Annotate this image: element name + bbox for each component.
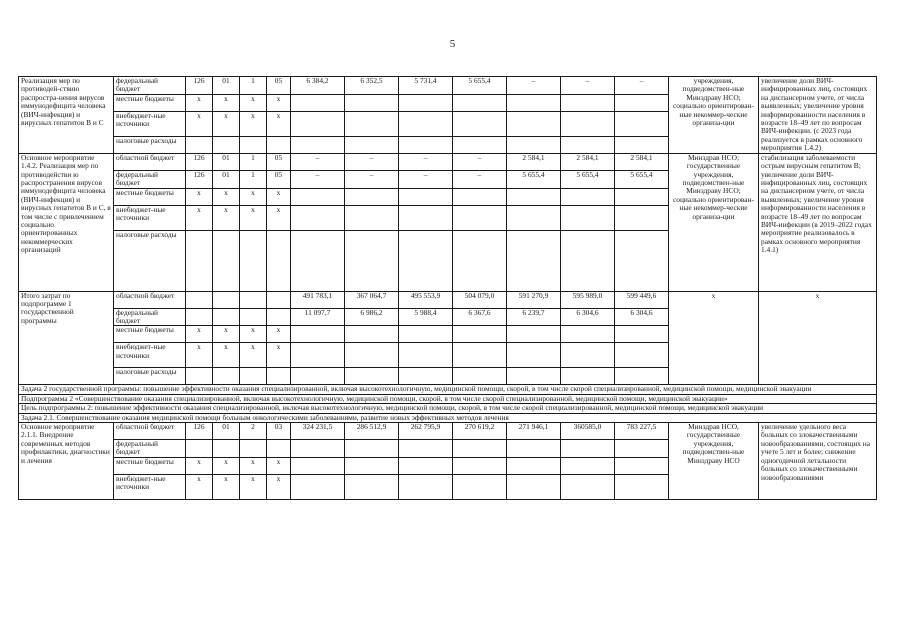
funding-source-cell: федеральный бюджет	[114, 308, 186, 326]
budget-code-cell: х	[213, 205, 240, 230]
budget-code-cell	[186, 136, 213, 153]
amount-cell	[615, 230, 669, 291]
amount-cell	[615, 188, 669, 205]
amount-cell: 5 988,4	[399, 308, 453, 326]
amount-cell	[507, 230, 561, 291]
amount-cell: 591 270,9	[507, 291, 561, 308]
budget-code-cell: 1	[240, 153, 267, 170]
budget-code-cell: х	[186, 94, 213, 111]
budget-code-cell	[213, 368, 240, 385]
amount-cell	[399, 136, 453, 153]
budget-code-cell: х	[267, 111, 291, 136]
amount-cell: –	[399, 170, 453, 188]
budget-code-cell: х	[240, 457, 267, 474]
amount-cell	[453, 111, 507, 136]
amount-cell	[399, 440, 453, 458]
amount-cell	[561, 343, 615, 368]
budget-code-cell: х	[213, 343, 240, 368]
amount-cell	[291, 188, 345, 205]
executor-cell: Минздрав НСО, государственные учреждения, подведомствен-ные Минздраву НСО	[669, 423, 759, 500]
amount-cell: –	[507, 77, 561, 95]
executor-cell: х	[669, 291, 759, 385]
budget-code-cell: х	[186, 326, 213, 343]
amount-cell	[453, 368, 507, 385]
amount-cell	[561, 205, 615, 230]
amount-cell: –	[345, 153, 399, 170]
budget-code-cell	[267, 230, 291, 291]
amount-cell	[453, 136, 507, 153]
amount-cell	[561, 94, 615, 111]
funding-source-cell: внебюджет-ные источники	[114, 205, 186, 230]
amount-cell: 595 989,0	[561, 291, 615, 308]
amount-cell: 270 619,2	[453, 423, 507, 440]
amount-cell	[453, 440, 507, 458]
amount-cell	[399, 230, 453, 291]
budget-code-cell: 05	[267, 153, 291, 170]
amount-cell	[291, 111, 345, 136]
budget-code-cell: х	[186, 205, 213, 230]
budget-code-cell: х	[186, 111, 213, 136]
budget-code-cell: х	[267, 343, 291, 368]
amount-cell	[561, 368, 615, 385]
amount-cell	[399, 188, 453, 205]
amount-cell	[345, 457, 399, 474]
amount-cell	[453, 343, 507, 368]
budget-code-cell: х	[240, 111, 267, 136]
budget-code-cell: 01	[213, 153, 240, 170]
amount-cell	[615, 326, 669, 343]
amount-cell	[561, 440, 615, 458]
budget-code-cell: 01	[213, 170, 240, 188]
amount-cell	[345, 440, 399, 458]
amount-cell	[399, 326, 453, 343]
activity-title-cell: Основное мероприятие 2.1.1. Внедрение современных методов профилактики, диагностики и лечения	[19, 423, 114, 500]
budget-code-cell	[186, 368, 213, 385]
amount-cell: 271 946,1	[507, 423, 561, 440]
budget-code-cell: х	[240, 94, 267, 111]
amount-cell: 2 584,1	[507, 153, 561, 170]
budget-code-cell	[213, 308, 240, 326]
budget-code-cell	[267, 136, 291, 153]
budget-code-cell	[186, 230, 213, 291]
amount-cell: –	[615, 77, 669, 95]
budget-code-cell	[240, 308, 267, 326]
amount-cell: 504 079,0	[453, 291, 507, 308]
amount-cell	[507, 457, 561, 474]
executor-cell: учреждения, подведомствен-ные Минздраву НСО; социально ориентирован-ные некоммер-ческие организа-ции	[669, 77, 759, 154]
amount-cell: –	[345, 170, 399, 188]
amount-cell	[453, 188, 507, 205]
funding-source-cell: налоговые расходы	[114, 368, 186, 385]
amount-cell	[507, 440, 561, 458]
budget-code-cell: 2	[240, 423, 267, 440]
table-row	[19, 291, 877, 308]
amount-cell: 11 097,7	[291, 308, 345, 326]
amount-cell: 5 655,4	[615, 170, 669, 188]
amount-cell	[615, 205, 669, 230]
amount-cell	[399, 94, 453, 111]
amount-cell	[561, 457, 615, 474]
section-row	[19, 413, 877, 422]
amount-cell: 5 655,4	[453, 77, 507, 95]
budget-code-cell	[240, 440, 267, 458]
budget-code-cell: х	[267, 94, 291, 111]
budget-code-cell	[240, 230, 267, 291]
budget-code-cell: 1	[240, 77, 267, 95]
amount-cell	[507, 94, 561, 111]
budget-code-cell	[240, 291, 267, 308]
amount-cell: –	[453, 170, 507, 188]
amount-cell	[345, 368, 399, 385]
amount-cell	[345, 230, 399, 291]
amount-cell	[507, 343, 561, 368]
amount-cell	[615, 440, 669, 458]
budget-code-cell	[267, 308, 291, 326]
table-row	[19, 77, 877, 95]
budget-code-cell: 126	[186, 170, 213, 188]
budget-code-cell: х	[267, 326, 291, 343]
amount-cell: 6 352,5	[345, 77, 399, 95]
budget-code-cell: 05	[267, 77, 291, 95]
amount-cell: 6 986,2	[345, 308, 399, 326]
amount-cell	[291, 230, 345, 291]
budget-code-cell: х	[186, 188, 213, 205]
section-heading-cell: Цель подпрограммы 2: повышение эффективности оказания специализированной, включая высокотехнологичную, медицинской помощи, скорой, в том числе скорой специализированной, медицинской помощи, медицинской эвакуации	[19, 404, 877, 413]
budget-code-cell	[213, 291, 240, 308]
section-heading-cell: Подпрограмма 2 «Совершенствование оказания специализированной, включая высокотехнологичную, медицинской помощи, скорой, в том числе скорой специализированной, медицинской помощи, медицинской эвакуации»	[19, 394, 877, 403]
budget-code-cell: х	[240, 205, 267, 230]
amount-cell	[291, 368, 345, 385]
amount-cell: 324 231,5	[291, 423, 345, 440]
funding-source-cell: областной бюджет	[114, 153, 186, 170]
funding-source-cell: областной бюджет	[114, 423, 186, 440]
budget-code-cell	[186, 308, 213, 326]
table-body	[19, 77, 877, 500]
amount-cell: 6 239,7	[507, 308, 561, 326]
amount-cell	[453, 457, 507, 474]
amount-cell	[615, 343, 669, 368]
amount-cell	[507, 326, 561, 343]
budget-code-cell: х	[213, 94, 240, 111]
amount-cell	[291, 94, 345, 111]
funding-source-cell: федеральный бюджет	[114, 170, 186, 188]
amount-cell: 367 064,7	[345, 291, 399, 308]
amount-cell	[615, 94, 669, 111]
budget-code-cell: х	[213, 188, 240, 205]
amount-cell	[345, 343, 399, 368]
budget-code-cell: х	[186, 474, 213, 499]
budget-code-cell: 05	[267, 170, 291, 188]
amount-cell	[399, 457, 453, 474]
budget-code-cell	[267, 440, 291, 458]
amount-cell	[615, 368, 669, 385]
budget-code-cell	[213, 440, 240, 458]
budget-code-cell: 126	[186, 153, 213, 170]
table-row	[19, 153, 877, 170]
budget-code-cell: х	[240, 326, 267, 343]
amount-cell: 6 367,6	[453, 308, 507, 326]
amount-cell: –	[453, 153, 507, 170]
amount-cell	[561, 136, 615, 153]
amount-cell	[291, 205, 345, 230]
amount-cell	[615, 474, 669, 499]
activity-title-cell: Основное мероприятие 1.4.2. Реализация мер по противодействи ю распространения вирусов иммунодефицита человека (ВИЧ-инфекция) и вирусных гепатитов В и С, в том числе с привлечением социально ориентированных некоммерческих организаций	[19, 153, 114, 291]
budget-code-cell: х	[186, 457, 213, 474]
amount-cell: 5 655,4	[507, 170, 561, 188]
budget-code-cell	[267, 291, 291, 308]
budget-code-cell	[240, 368, 267, 385]
funding-source-cell: внебюджет-ные источники	[114, 474, 186, 499]
amount-cell	[291, 136, 345, 153]
amount-cell: 6 384,2	[291, 77, 345, 95]
amount-cell	[561, 474, 615, 499]
amount-cell: 491 783,1	[291, 291, 345, 308]
amount-cell	[453, 94, 507, 111]
funding-source-cell: местные бюджеты	[114, 457, 186, 474]
section-row	[19, 385, 877, 394]
program-table	[18, 76, 877, 500]
page-number: 5	[449, 38, 456, 50]
amount-cell: 5 655,4	[561, 170, 615, 188]
amount-cell	[345, 205, 399, 230]
funding-source-cell: местные бюджеты	[114, 94, 186, 111]
amount-cell	[399, 474, 453, 499]
budget-code-cell: х	[213, 111, 240, 136]
budget-code-cell	[186, 291, 213, 308]
amount-cell: –	[291, 153, 345, 170]
budget-code-cell: 1	[240, 170, 267, 188]
activity-title-cell: Итого затрат по подпрограмме 1 государственной программы	[19, 291, 114, 385]
funding-source-cell: федеральный бюджет	[114, 440, 186, 458]
amount-cell	[507, 205, 561, 230]
expected-result-cell: стабилизация заболеваемости острым вирусным гепатитом В; увеличение доли ВИЧ-инфицированных лиц, состоящих на диспансерном учете, от числа выявленных; увеличение уровня информированности населения в возрасте 18–49 лет по вопросам ВИЧ-инфекции (в 2019–2022 годах мероприятие реализовалось в рамках основного мероприятия 1.4.1)	[759, 153, 877, 291]
amount-cell	[615, 111, 669, 136]
amount-cell: –	[291, 170, 345, 188]
amount-cell: 262 795,9	[399, 423, 453, 440]
amount-cell	[345, 136, 399, 153]
budget-code-cell	[186, 440, 213, 458]
section-row	[19, 404, 877, 413]
amount-cell: 599 449,6	[615, 291, 669, 308]
funding-source-cell: федеральный бюджет	[114, 77, 186, 95]
budget-code-cell: х	[267, 474, 291, 499]
amount-cell	[561, 230, 615, 291]
amount-cell: 286 512,9	[345, 423, 399, 440]
budget-code-cell: 01	[213, 77, 240, 95]
amount-cell	[507, 474, 561, 499]
funding-source-cell: местные бюджеты	[114, 326, 186, 343]
budget-code-cell: 03	[267, 423, 291, 440]
amount-cell	[507, 368, 561, 385]
activity-title-cell: Реализация мер по противодей-ствию распростра-нения вирусов иммунодефицита человека (ВИЧ-инфекция) и вирусных гепатитов В и С	[19, 77, 114, 154]
funding-source-cell: местные бюджеты	[114, 188, 186, 205]
section-heading-cell: Задача 2.1. Совершенствование оказания медицинской помощи больным онкологическими заболеваниями, развитие новых эффективных методов лечения	[19, 413, 877, 422]
budget-code-cell: х	[213, 457, 240, 474]
amount-cell	[453, 205, 507, 230]
amount-cell	[507, 136, 561, 153]
amount-cell: 360585,0	[561, 423, 615, 440]
amount-cell	[453, 230, 507, 291]
budget-code-cell: 126	[186, 423, 213, 440]
amount-cell	[345, 188, 399, 205]
budget-code-cell: х	[240, 343, 267, 368]
amount-cell: 2 584,1	[615, 153, 669, 170]
budget-code-cell	[213, 230, 240, 291]
funding-source-cell: налоговые расходы	[114, 230, 186, 291]
budget-code-cell: х	[186, 343, 213, 368]
amount-cell: 6 304,6	[561, 308, 615, 326]
amount-cell	[399, 368, 453, 385]
amount-cell	[291, 474, 345, 499]
amount-cell	[561, 188, 615, 205]
amount-cell	[345, 111, 399, 136]
amount-cell	[453, 326, 507, 343]
budget-code-cell: х	[240, 474, 267, 499]
expected-result-cell: увеличение доли ВИЧ-инфицированных лиц, состоящих на диспансерном учете, от числа выявленных; увеличение уровня информированности населения в возрасте 18–49 лет по вопросам ВИЧ-инфекции. (с 2023 года реализуется в рамках основного мероприятия 1.4.2)	[759, 77, 877, 154]
amount-cell	[291, 457, 345, 474]
amount-cell: 6 304,6	[615, 308, 669, 326]
budget-code-cell	[240, 136, 267, 153]
funding-source-cell: внебюджет-ные источники	[114, 111, 186, 136]
amount-cell: –	[399, 153, 453, 170]
budget-code-cell: х	[267, 457, 291, 474]
budget-code-cell: х	[213, 474, 240, 499]
amount-cell	[507, 188, 561, 205]
amount-cell	[615, 136, 669, 153]
table-row	[19, 423, 877, 440]
funding-source-cell: областной бюджет	[114, 291, 186, 308]
amount-cell	[561, 326, 615, 343]
budget-code-cell: 01	[213, 423, 240, 440]
amount-cell	[615, 457, 669, 474]
expected-result-cell: увеличение удельного веса больных со злокачественными новообразованиями, состоящих на учете 5 лет и более; снижение одногодичной летальности больных со злокачественными новообразованиями	[759, 423, 877, 500]
amount-cell	[345, 474, 399, 499]
budget-code-cell: х	[267, 205, 291, 230]
amount-cell	[399, 205, 453, 230]
amount-cell: 495 553,9	[399, 291, 453, 308]
budget-code-cell	[213, 136, 240, 153]
budget-code-cell	[267, 368, 291, 385]
section-heading-cell: Задача 2 государственной программы: повышение эффективности оказания специализированной, включая высокотехнологичную, медицинской помощи, скорой, в том числе скорой специализированной, медицинской помощи, медицинской эвакуации	[19, 385, 877, 394]
amount-cell: 5 731,4	[399, 77, 453, 95]
amount-cell	[291, 326, 345, 343]
budget-code-cell: х	[240, 188, 267, 205]
amount-cell	[561, 111, 615, 136]
amount-cell	[291, 343, 345, 368]
executor-cell: Минздрав НСО; государственные учреждения, подведомствен-ные Минздраву НСО; социально ориентирован-ные некоммер-ческие организа-ции	[669, 153, 759, 291]
amount-cell	[345, 326, 399, 343]
expected-result-cell: х	[759, 291, 877, 385]
amount-cell	[345, 94, 399, 111]
amount-cell: –	[561, 77, 615, 95]
amount-cell	[507, 111, 561, 136]
section-row	[19, 394, 877, 403]
budget-code-cell: х	[267, 188, 291, 205]
budget-code-cell: 126	[186, 77, 213, 95]
amount-cell	[399, 111, 453, 136]
funding-source-cell: налоговые расходы	[114, 136, 186, 153]
amount-cell	[291, 440, 345, 458]
amount-cell	[399, 343, 453, 368]
amount-cell	[453, 474, 507, 499]
funding-source-cell: внебюджет-ные источники	[114, 343, 186, 368]
budget-code-cell: х	[213, 326, 240, 343]
amount-cell: 783 227,5	[615, 423, 669, 440]
amount-cell: 2 584,1	[561, 153, 615, 170]
